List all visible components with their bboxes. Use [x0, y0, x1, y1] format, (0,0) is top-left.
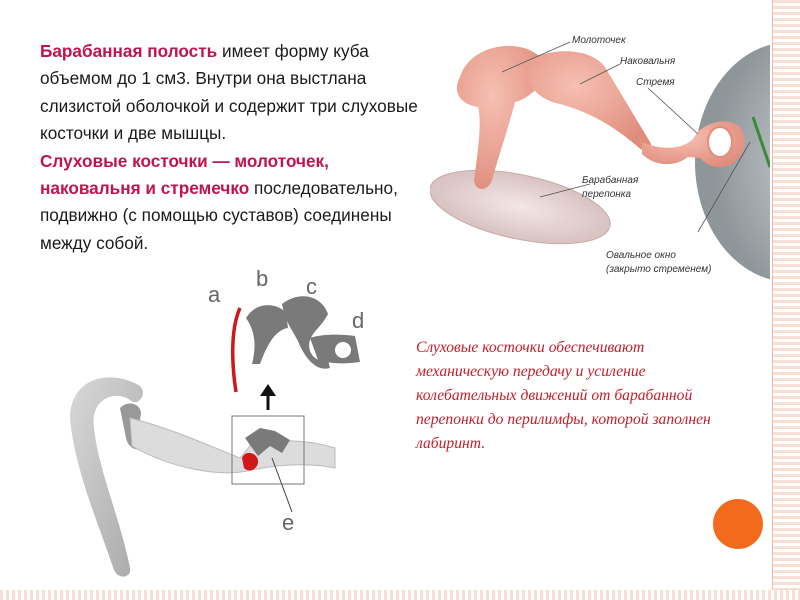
label-eardrum-2: перепонка [582, 189, 632, 200]
ear-diagram-stapes [310, 335, 360, 364]
up-arrow-icon [260, 384, 276, 396]
label-c: c [306, 274, 317, 299]
eardrum-arc [233, 308, 240, 392]
ear-diagram-malleus [246, 305, 288, 364]
main-text-block [40, 38, 432, 257]
side-note: Слуховые косточки обеспечивают механическую передачу и усиление колебательных движений от барабанной перепонки до перилимфы, которой заполнен лабиринт. [416, 339, 711, 452]
term-tympanic-cavity: Барабанная полость [40, 41, 218, 61]
sentence-2: последовательно, подвижно (с помощью суставов) соединены между собой. [40, 178, 398, 253]
label-d: d [352, 308, 365, 333]
label-oval-window-2: (закрыто стременем) [606, 264, 712, 275]
slide-right-border [773, 0, 800, 600]
label-oval-window-1: Овальное окно [606, 250, 676, 261]
orange-circle [713, 499, 763, 549]
sentence-1: имеет форму куба объемом до 1 см3. Внутри она выстлана слизистой оболочкой и содержит три слуховые косточки и две мышцы. [40, 41, 418, 144]
label-incus: Наковальня [620, 56, 676, 67]
label-eardrum-1: Барабанная [582, 175, 639, 186]
label-malleus: Молоточек [572, 35, 626, 46]
term-ossicles: Слуховые косточки — молоточек, наковальня и стремечко [40, 150, 329, 199]
ear-diagram [60, 268, 380, 588]
label-b: b [256, 268, 269, 291]
label-a: a [208, 282, 221, 307]
label-e: e [282, 510, 295, 535]
ossicle-illustration [430, 22, 770, 282]
eardrum-shape [430, 157, 617, 258]
slide-bottom-border [0, 590, 800, 600]
label-stapes: Стремя [636, 77, 675, 88]
